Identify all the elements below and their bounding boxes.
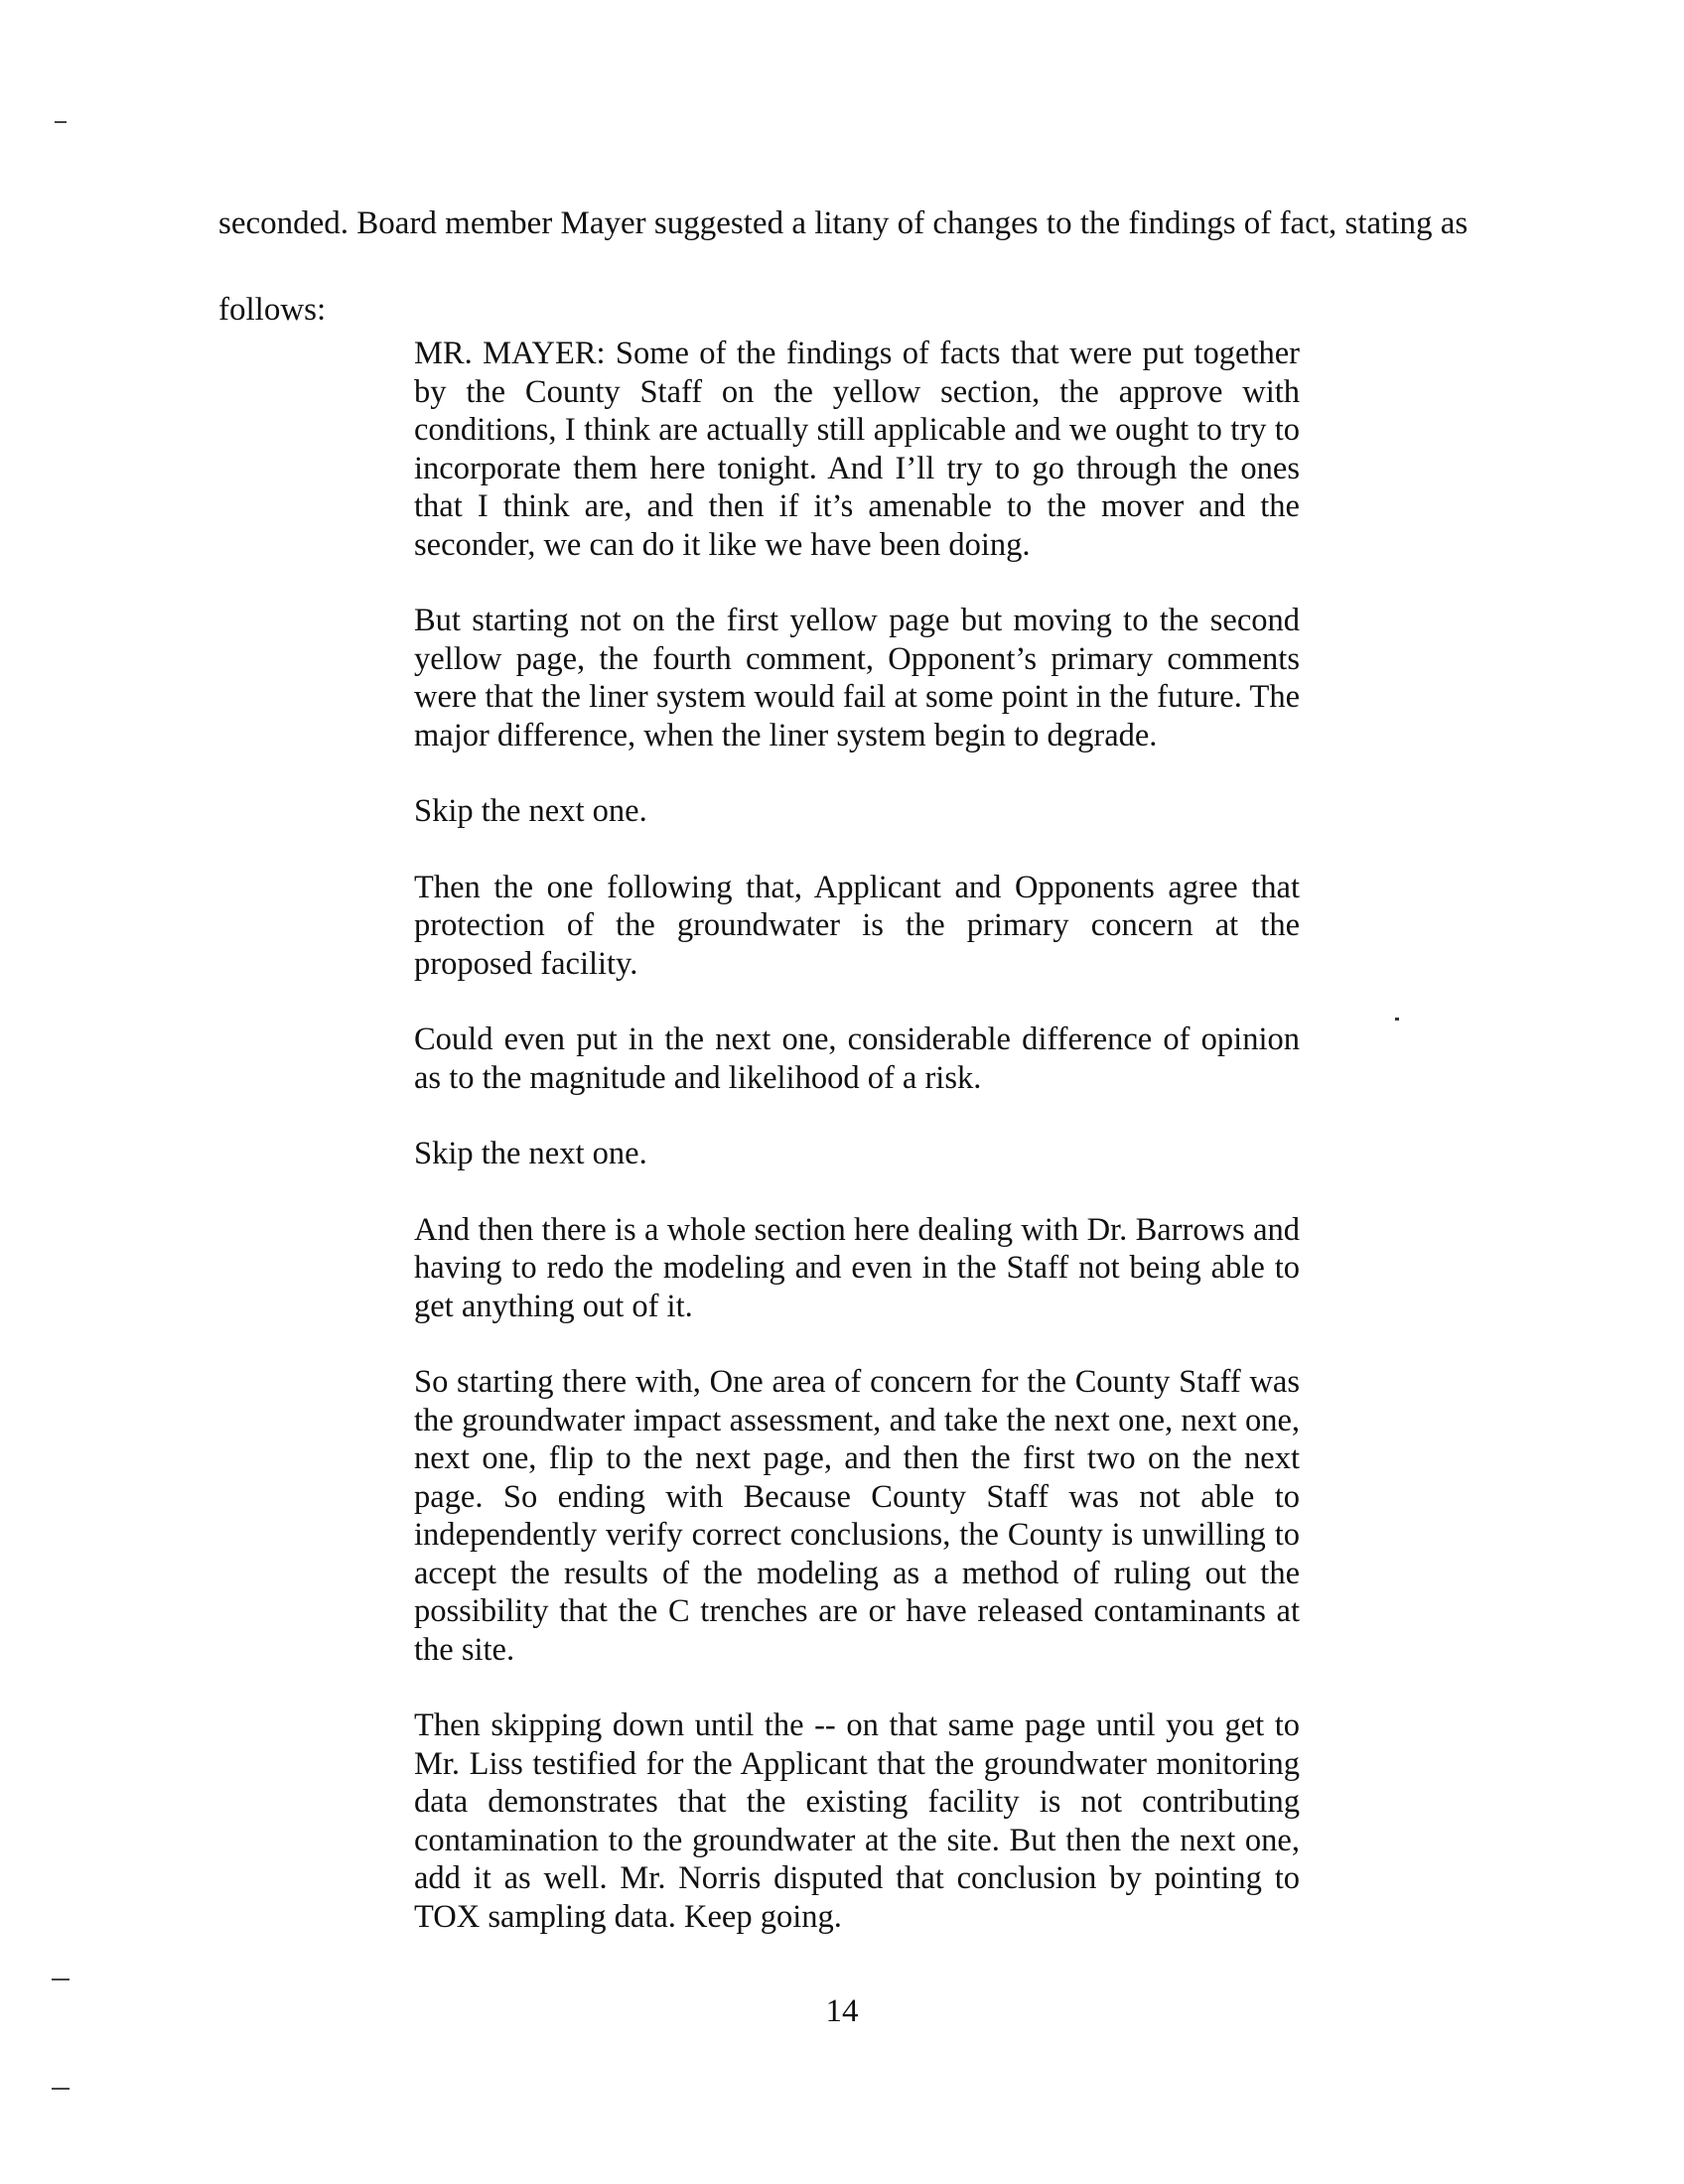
intro-paragraph: seconded. Board member Mayer suggested a litany of changes to the findings of fact, stating as follows: <box>218 205 1469 328</box>
quote-paragraph: Then skipping down until the -- on that same page until you get to Mr. Liss testified for the Applicant that the groundwater monitoring data demonstrates that the existing facility is not contributing contamination to the groundwater at the site. But then the next one, add it as well. Mr. Norris disputed that conclusion by pointing to TOX sampling data. Keep going. <box>414 1707 1300 1935</box>
quote-paragraph: Skip the next one. <box>414 793 647 829</box>
quote-paragraph: Could even put in the next one, considerable difference of opinion as to the magnitude and likelihood of a risk. <box>414 1022 1300 1096</box>
scan-mark-bottom <box>52 2088 70 2090</box>
quote-paragraph: Then the one following that, Applicant and Opponents agree that protection of the groundwater is the primary concern at the proposed facility. <box>414 869 1300 982</box>
quote-paragraph: But starting not on the first yellow page but moving to the second yellow page, the fourth comment, Opponent’s primary comments were that the liner system would fail at some point in the future. The major difference, when the liner system begin to degrade. <box>414 603 1300 753</box>
quote-paragraph: MR. MAYER: Some of the findings of facts that were put together by the County Staff on the yellow section, the approve with conditions, I think are actually still applicable and we ought to try to incorporate them here tonight. And I’ll try to go through the ones that I think are, and then if it’s amenable to the mover and the seconder, we can do it like we have been doing. <box>414 336 1300 563</box>
quote-paragraph: So starting there with, One area of concern for the County Staff was the groundwater impact assessment, and take the next one, next one, next one, flip to the next page, and then the first two on the next page. So ending with Because County Staff was not able to independently verify correct conclusions, the County is unwilling to accept the results of the modeling as a method of ruling out the possibility that the C trenches are or have released contaminants at the site. <box>414 1364 1300 1668</box>
block-quote <box>414 335 1300 1974</box>
page-number: 14 <box>825 1993 859 2029</box>
scan-dot <box>1395 1018 1399 1021</box>
quote-paragraph: And then there is a whole section here dealing with Dr. Barrows and having to redo the modeling and even in the Staff not being able to get anything out of it. <box>414 1211 1300 1324</box>
quote-paragraph: Skip the next one. <box>414 1136 647 1171</box>
scan-mark-lower <box>52 1979 70 1980</box>
scan-mark-top <box>55 121 67 123</box>
